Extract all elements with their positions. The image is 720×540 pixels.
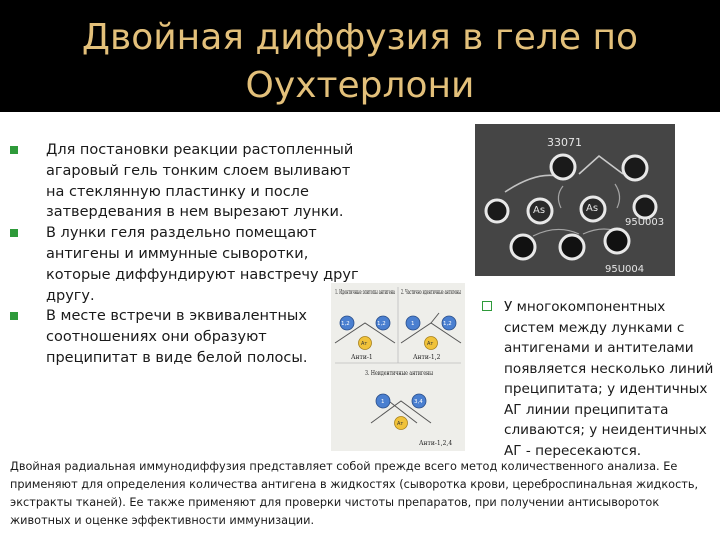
photo-label: 95U004: [605, 264, 645, 275]
panel3-center-label: Ат: [397, 421, 404, 427]
photo-label: As: [586, 203, 599, 214]
bullet-marker-icon: [10, 146, 18, 154]
gel-plate-photo: [475, 124, 675, 276]
photo-label: As: [533, 205, 546, 216]
panel3-caption: Анти-1,2,4: [419, 440, 453, 447]
bullet-item: [10, 140, 360, 223]
panel1-center-label: Ат: [361, 341, 368, 347]
side-note-text: У многокомпонентных систем между лунками с антигенами и антителами появляется несколько линий преципитата; у идентичных АГ линии преципитата сливаются; у неидентичных АГ - пересекаются.: [504, 299, 714, 459]
side-note: [482, 297, 718, 461]
bullet-marker-icon: [10, 312, 18, 320]
ouchterlony-diagram: [331, 283, 465, 451]
panel1-well-label: 1,2: [341, 321, 350, 327]
panel1-caption: Анти-1: [351, 354, 373, 361]
bullet-marker-icon: [10, 229, 18, 237]
checkbox-bullet-icon: [482, 301, 492, 311]
bullet-item: [10, 306, 360, 368]
gel-plate-svg: [475, 124, 675, 276]
bottom-note: Двойная радиальная иммунодиффузия представляет собой прежде всего метод количественного анализа. Ее применяют для определения количества антигена в жидкостях (сыворотка крови, цереброспинальная жидкость, экстракты тканей). Ее также применяют для проверки чистоты препаратов, при получении антисывороток животных и оценке эффективности иммунизации.: [10, 460, 699, 527]
photo-label: 33071: [547, 136, 582, 149]
panel2-well-label: 1: [411, 321, 415, 327]
panel2-caption: Анти-1,2: [413, 354, 441, 361]
panel2-center-label: Ат: [427, 341, 434, 347]
photo-label: 95U003: [625, 217, 665, 228]
bullet-text: В месте встречи в эквивалентных соотношениях они образуют преципитат в виде белой полосы.: [46, 308, 308, 366]
panel1-well-label: 1,2: [377, 321, 386, 327]
slide-title-line1: Двойная диффузия в геле по: [81, 17, 639, 58]
bullet-text: Для постановки реакции растопленный агаровый гель тонким слоем выливают на стеклянную пластинку и после затвердевания в нем вырезают лунки.: [46, 142, 354, 221]
panel2-well-label: 1,2: [443, 321, 452, 327]
slide-title-line2: Оухтерлони: [245, 65, 475, 106]
slide-title: [0, 14, 720, 110]
panel3-well-label: 3,4: [414, 399, 423, 405]
bullet-list: [10, 140, 360, 369]
panel1-title: 1. Идентичные эпитопы антигена: [335, 289, 396, 296]
diagram-svg: [331, 283, 465, 451]
bullet-item: [10, 223, 360, 306]
bullet-text: В лунки геля раздельно помещают антигены и иммунные сыворотки, которые диффундируют навстречу друг другу.: [46, 225, 359, 304]
panel2-title: 2. Частично идентичные антигены: [401, 289, 462, 296]
panel3-well-label: 1: [381, 399, 385, 405]
panel3-title: 3. Неидентичные антигены: [365, 370, 434, 377]
